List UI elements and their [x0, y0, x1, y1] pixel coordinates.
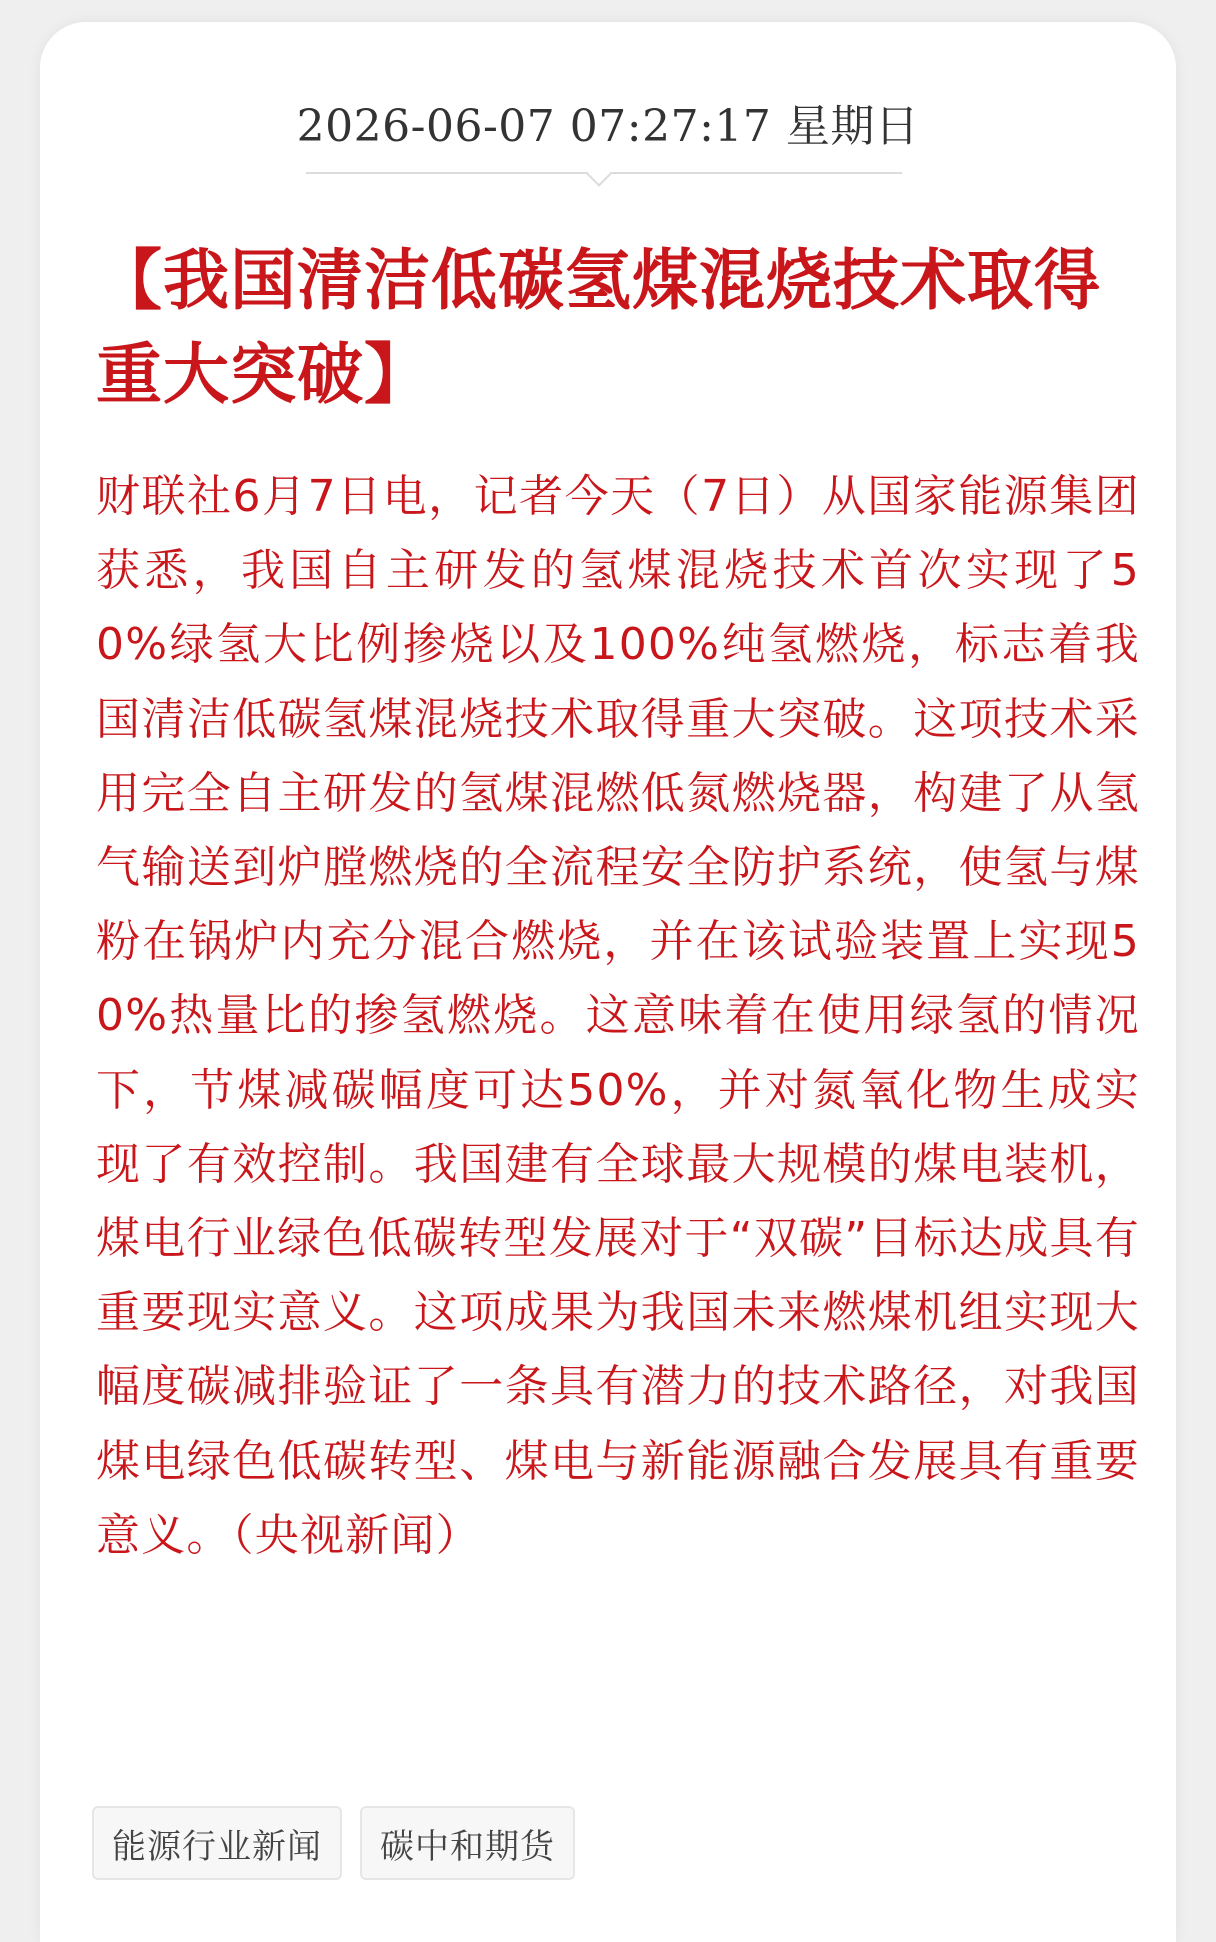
- article-headline: 【我国清洁低碳氢煤混烧技术取得重大突破】: [96, 242, 1101, 413]
- tag-energy-industry-news[interactable]: 能源行业新闻: [92, 1806, 342, 1880]
- divider-notch: [586, 161, 611, 186]
- article-card: [40, 22, 1176, 1942]
- article-body: 财联社6月7日电，记者今天（7日）从国家能源集团获悉，我国自主研发的氢煤混烧技术首次实现了50%绿氢大比例掺烧以及100%纯氢燃烧，标志着我国清洁低碳氢煤混烧技术取得重大突破。这项技术采用完全自主研发的氢煤混燃低氮燃烧器，构建了从氢气输送到炉膛燃烧的全流程安全防护系统，使氢与煤粉在锅炉内充分混合燃烧，并在该试验装置上实现50%热量比的掺氢燃烧。这意味着在使用绿氢的情况下，节煤减碳幅度可达50%，并对氮氧化物生成实现了有效控制。我国建有全球最大规模的煤电装机，煤电行业绿色低碳转型发展对于“双碳”目标达成具有重要现实意义。这项成果为我国未来燃煤机组实现大幅度碳减排验证了一条具有潜力的技术路径，对我国煤电绿色低碳转型、煤电与新能源融合发展具有重要意义。（央视新闻）: [96, 471, 1140, 1561]
- tag-carbon-neutral-futures[interactable]: 碳中和期货: [360, 1806, 575, 1880]
- article-timestamp: 2026-06-07 07:27:17 星期日: [296, 101, 920, 152]
- tag-list: [92, 1806, 575, 1880]
